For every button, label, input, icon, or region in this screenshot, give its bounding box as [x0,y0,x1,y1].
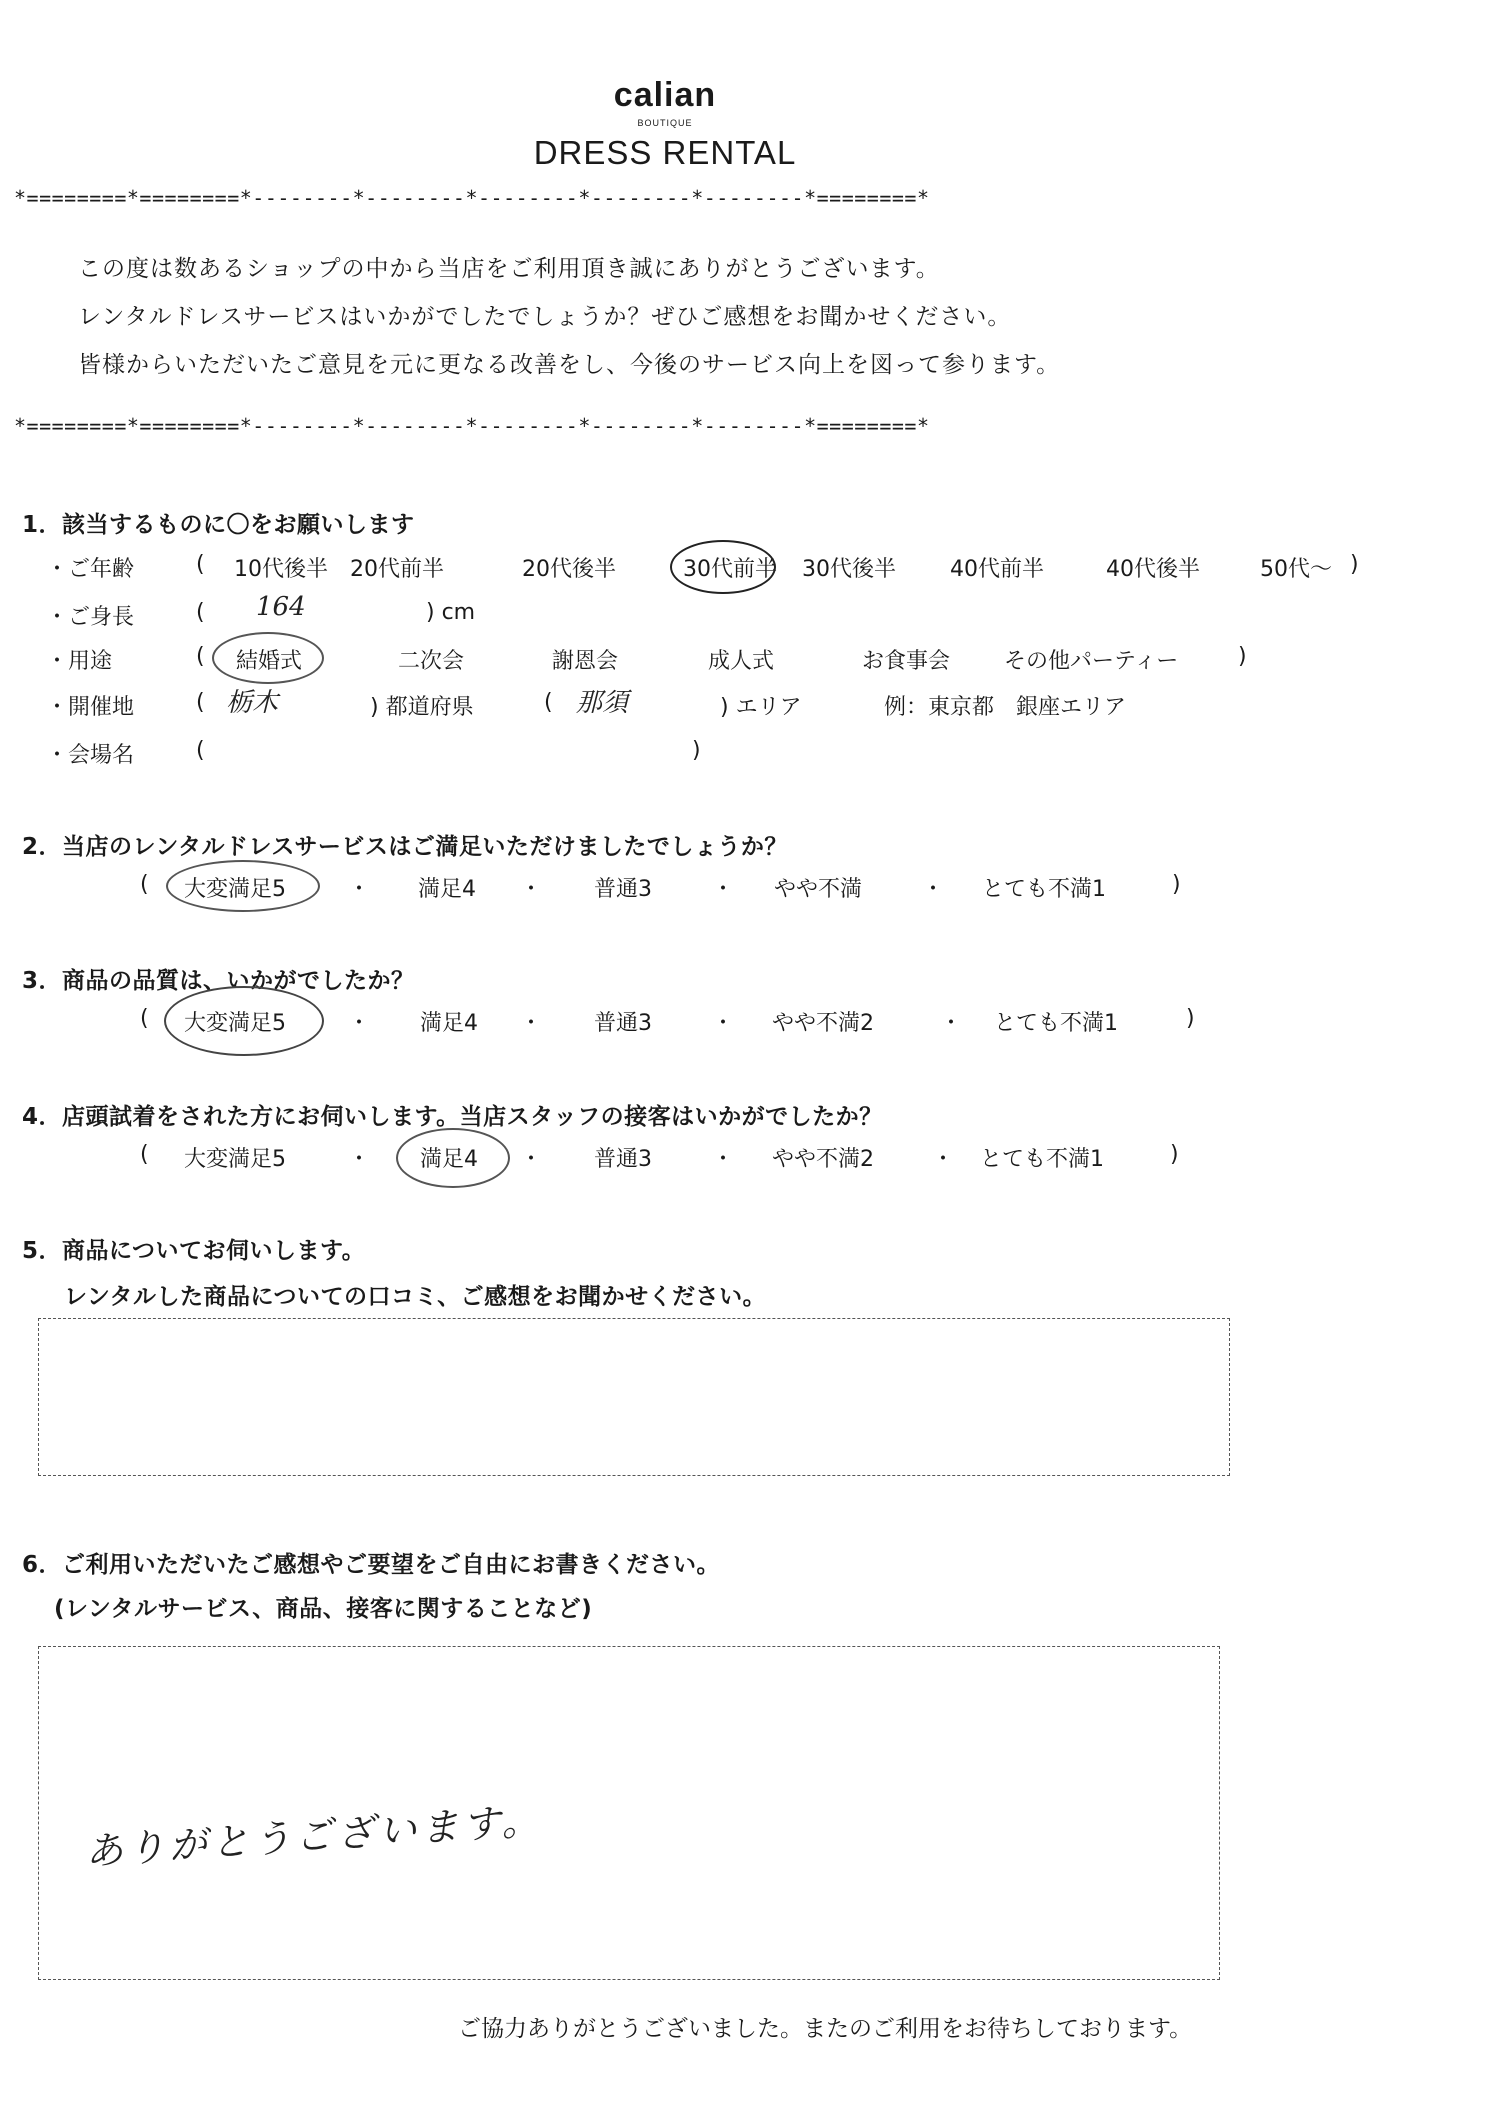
age-option[interactable]: 20代前半 [350,557,444,582]
q3-option-sep: ・ [348,1011,371,1036]
q5-subtitle: レンタルした商品についての口コミ、ご感想をお聞かせください。 [64,1284,767,1310]
brand-sub: BOUTIQUE [637,118,693,128]
q2-option-selected[interactable]: 大変満足5 [184,877,286,902]
age-option[interactable]: 40代後半 [1106,557,1200,582]
q3-selection-circle [164,986,324,1056]
q3-option[interactable]: とても不満1 [994,1011,1118,1036]
area-suffix: ) エリア [720,695,802,720]
q4-option-sep: ・ [348,1147,371,1172]
q3-option-selected[interactable]: 大変満足5 [184,1011,286,1036]
q3-option-sep: ・ [940,1011,963,1036]
age-option[interactable]: 50代～ [1260,557,1332,582]
q2-selection-circle [166,860,320,912]
purpose-option[interactable]: 成人式 [708,649,775,674]
pref-open: ( [196,690,205,715]
purpose-option[interactable]: 謝恩会 [552,649,619,674]
q3-option[interactable]: 満足4 [420,1011,478,1036]
q2-option-sep: ・ [348,877,371,902]
purpose-selection-circle [212,632,324,684]
q6-answer-box[interactable] [38,1646,1220,1980]
q4-selection-circle [396,1128,510,1188]
purpose-label: ・用途 [46,649,113,674]
q3-option[interactable]: やや不満2 [772,1011,874,1036]
q2-title: 2．当店のレンタルドレスサービスはご満足いただけましたでしょうか？ [22,834,788,860]
q4-option-sep: ・ [712,1147,735,1172]
q5-answer-box[interactable] [38,1318,1230,1476]
q4-option-sep: ・ [520,1147,543,1172]
q5-title: 5．商品についてお伺いします。 [22,1238,366,1264]
top-divider: *========*========*--------*--------*--------*--------*--------*========* [14,186,930,210]
area-open: ( [544,690,553,715]
q3-option[interactable]: 普通3 [594,1011,652,1036]
prefecture-value[interactable]: 栃木 [226,688,279,718]
age-option[interactable]: 30代後半 [802,557,896,582]
area-value[interactable]: 那須 [576,688,629,718]
q3-title: 3．商品の品質は、いかがでしたか？ [22,968,415,994]
purpose-option[interactable]: その他パーティー [1004,649,1179,674]
q4-option-selected[interactable]: 満足4 [420,1147,478,1172]
q2-option-sep: ・ [922,877,945,902]
footer-thanks: ご協力ありがとうございました。またのご利用をお待ちしております。 [458,2016,1193,2042]
purpose-option[interactable]: 二次会 [398,649,465,674]
q4-option-sep: ・ [932,1147,955,1172]
q6-title: 6．ご利用いただいたご感想やご要望をご自由にお書きください。 [22,1552,721,1578]
q3-open: ( [140,1006,149,1031]
height-label: ・ご身長 [46,605,135,630]
q2-option[interactable]: 普通3 [594,877,652,902]
q2-option[interactable]: とても不満1 [982,877,1106,902]
age-label: ・ご年齢 [46,557,135,582]
q6-subtitle: (レンタルサービス、商品、接客に関することなど) [54,1596,593,1622]
intro-divider: *========*========*--------*--------*--------*--------*--------*========* [14,414,930,438]
age-close: ) [1350,552,1359,577]
intro-line-1: この度は数あるショップの中から当店をご利用頂き誠にありがとうございます。 [78,256,940,282]
venue-name-open: ( [196,738,205,763]
q2-open: ( [140,872,149,897]
age-option[interactable]: 20代後半 [522,557,616,582]
purpose-option[interactable]: お食事会 [862,649,951,674]
q2-close: ) [1172,872,1181,897]
q4-title: 4．店頭試着をされた方にお伺いします。当店スタッフの接客はいかがでしたか？ [22,1104,883,1130]
q4-open: ( [140,1142,149,1167]
age-open: ( [196,552,205,577]
q1-title: 1．該当するものに〇をお願いします [22,512,415,538]
q3-option-sep: ・ [712,1011,735,1036]
location-example: 例：東京都 銀座エリア [884,695,1127,720]
purpose-option-selected[interactable]: 結婚式 [236,649,303,674]
purpose-close: ) [1238,644,1247,669]
q4-option[interactable]: とても不満1 [980,1147,1104,1172]
q4-option[interactable]: やや不満2 [772,1147,874,1172]
q2-option[interactable]: やや不満 [774,877,863,902]
q6-answer-text: ありがとうございます。 [83,1798,545,1874]
intro-line-2: レンタルドレスサービスはいかがでしたでしょうか？ぜひご感想をお聞かせください。 [78,304,1012,330]
q4-option[interactable]: 普通3 [594,1147,652,1172]
purpose-open: ( [196,644,205,669]
q3-close: ) [1186,1006,1195,1031]
venue-name-close: ) [692,738,701,763]
prefecture-suffix: ) 都道府県 [370,695,474,720]
q4-close: ) [1170,1142,1179,1167]
q3-option-sep: ・ [520,1011,543,1036]
q2-option-sep: ・ [520,877,543,902]
form-title: DRESS RENTAL [533,134,797,171]
q4-option[interactable]: 大変満足5 [184,1147,286,1172]
age-option[interactable]: 10代後半 [234,557,328,582]
intro-line-3: 皆様からいただいたご意見を元に更なる改善をし、今後のサービス向上を図って参ります。 [78,352,1061,378]
height-value[interactable]: 164 [256,592,306,622]
height-open: ( [196,600,205,625]
venue-name-label: ・会場名 [46,743,135,768]
height-unit: ) cm [426,600,476,625]
brand-logo: calian [613,76,717,114]
age-selection-circle [670,540,776,594]
q2-option-sep: ・ [712,877,735,902]
q2-option[interactable]: 満足4 [418,877,476,902]
venue-location-label: ・開催地 [46,695,135,720]
age-option-selected[interactable]: 30代前半 [683,557,777,582]
age-option[interactable]: 40代前半 [950,557,1044,582]
